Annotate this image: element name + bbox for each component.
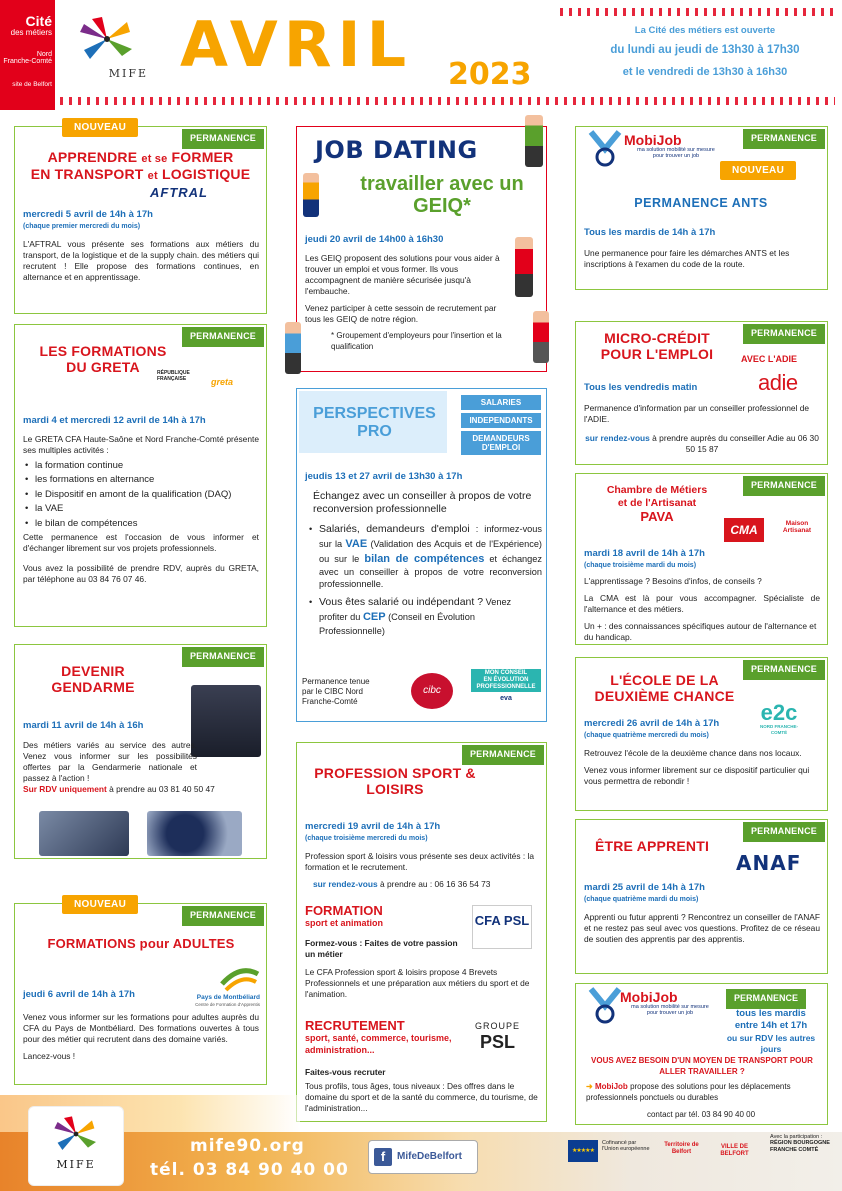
card-body — [305, 471, 542, 639]
event-date: Tous les vendredis matin — [584, 382, 698, 393]
event-date: mardi 25 avril de 14h à 17h — [584, 882, 705, 893]
transport-question: VOUS AVEZ BESOIN D'UN MOYEN DE TRANSPORT POUR ALLER TRAVAILLER ? — [591, 1056, 813, 1076]
opening-hours — [585, 22, 825, 83]
section-title: RECRUTEMENT — [305, 1018, 405, 1033]
groupe-psl-logo — [475, 1021, 520, 1051]
list-item — [319, 523, 542, 590]
list-item: • la formation continue — [35, 460, 259, 473]
hours-weekdays: du lundi au jeudi de 13h30 à 17h30 — [610, 44, 800, 57]
list-item: • les formations en alternance — [35, 474, 259, 487]
event-date: mardi 11 avril de 14h à 16h — [23, 720, 144, 731]
footer-line: Franche-Comté — [302, 697, 358, 706]
cma-logo: CMA — [724, 518, 764, 542]
person-illustration — [515, 237, 533, 297]
mobijob-icon — [588, 986, 623, 1026]
schedule-line: ou sur RDV les autres jours — [726, 1032, 816, 1054]
card-body — [584, 382, 820, 459]
text-part: et échangez avec un conseiller à propos de votre reconversion professionnelle. — [319, 553, 542, 590]
card-greta — [14, 324, 267, 627]
gendarmes-action-photo — [39, 811, 129, 856]
event-description: L'AFTRAL vous présente ses formations aux métiers du transport, de la logistique et de la supply chain. des métiers qui recrutent ! Elle propose des formations continues, en alternance et en apprentissage. — [23, 238, 259, 283]
perspectives-list — [319, 523, 542, 637]
card-title: FORMATIONS pour ADULTES — [47, 936, 235, 951]
list-item: • le bilan de compétences — [35, 518, 259, 531]
rdv-label: sur rendez-vous — [313, 878, 378, 889]
title-part: EN TRANSPORT — [30, 165, 144, 182]
badge-permanence: PERMANENCE — [182, 647, 264, 667]
title-line: LES FORMATIONS — [39, 343, 167, 359]
badge-permanence: PERMANENCE — [182, 129, 264, 149]
decorative-people-row — [60, 97, 835, 105]
person-illustration — [303, 173, 319, 217]
person-illustration — [285, 322, 301, 374]
event-date: jeudi 6 avril de 14h à 17h — [23, 989, 135, 1000]
title-line: PAVA — [640, 509, 674, 525]
event-rdv — [23, 784, 259, 795]
badge-permanence: PERMANENCE — [462, 745, 544, 765]
anaf-logo: ANAF — [736, 851, 802, 875]
title-line: MICRO-CRÉDIT — [604, 330, 710, 346]
footer-line: Permanence tenue — [302, 677, 370, 686]
event-question: L'apprentissage ? Besoins d'infos, de conseils ? — [584, 575, 762, 586]
title-part: et se — [141, 153, 168, 165]
eva-logo: eva — [500, 694, 512, 702]
year-title: 2023 — [448, 57, 532, 92]
cibc-logo: cibc — [411, 673, 453, 709]
card-cma-pava — [575, 473, 828, 645]
recrutement-tagline: Faites-vous recruter — [305, 1067, 386, 1077]
card-title — [23, 663, 163, 695]
title-line: DU GRETA — [66, 359, 140, 376]
card-body — [584, 227, 820, 274]
aftral-logo: AFTRAL — [150, 185, 208, 200]
mife-logo-text: MIFE — [56, 1158, 96, 1172]
card-body — [23, 209, 259, 287]
event-description: Des métiers variés au service des autres. Venez vous informer sur les possibilités offertes par la Gendarmerie nationale et passez à l'action ! — [23, 740, 197, 784]
event-date: mardi 18 avril de 14h à 17h — [584, 548, 705, 559]
event-plus: Un + : des connaissances spécifiques autour de l'alternance et du handicap. — [584, 621, 817, 643]
event-rdv — [305, 879, 541, 890]
card-body — [23, 415, 259, 589]
card-etre-apprenti — [575, 819, 828, 974]
permanence-footer — [302, 677, 370, 707]
list-item: • le Dispositif en amont de la qualification (DAQ) — [35, 489, 259, 502]
list-item — [319, 596, 542, 637]
greta-logo: greta — [211, 377, 234, 387]
cite-des-metiers-box — [0, 0, 55, 110]
job-dating-title: JOB DATING — [315, 136, 478, 164]
title-line: GENDARME — [51, 679, 135, 696]
republique-francaise-logo — [157, 371, 190, 382]
decorative-people-row-top — [560, 8, 835, 16]
badge-permanence: PERMANENCE — [743, 660, 825, 680]
formation-section — [305, 904, 465, 966]
logo-line: EN ÉVOLUTION — [483, 676, 529, 683]
title-line: DEUXIÈME CHANCE — [594, 688, 735, 705]
card-aftral — [14, 126, 267, 314]
logo-line: RÉGION BOURGOGNE FRANCHE COMTÉ — [770, 1140, 830, 1153]
person-illustration — [525, 115, 543, 167]
card-title: ÊTRE APPRENTI — [594, 838, 710, 854]
event-cta: Venez vous informer librement sur ce dispositif particulier qui vous permettra de rebondir ! — [584, 764, 810, 786]
card-title — [582, 484, 732, 525]
eu-cofinance-text: Cofinancé par l'Union européenne — [602, 1140, 650, 1153]
card-title: PERMANENCE ANTS — [634, 196, 768, 210]
badge-permanence: PERMANENCE — [182, 327, 264, 347]
card-micro-credit — [575, 321, 828, 465]
title-line: PERSPECTIVES — [313, 405, 436, 422]
event-date: jeudis 13 et 27 avril de 13h30 à 17h — [305, 471, 463, 482]
arrow-icon: ➜ — [586, 1082, 593, 1091]
event-description: Retrouvez l'école de la deuxième chance dans nos locaux. — [584, 747, 802, 758]
event-note: (chaque troisième mardi du mois) — [584, 561, 697, 569]
text-part: : informez-vous sur la — [319, 524, 542, 550]
facebook-icon: f — [374, 1148, 392, 1166]
card-title — [582, 672, 747, 704]
card-title: PROFESSION SPORT & LOISIRS — [314, 765, 476, 798]
mobijob-logo-text: MobiJob — [624, 132, 682, 148]
logo-line: Avec la participation : — [770, 1134, 823, 1140]
text-part: Venez profiter du — [319, 597, 512, 623]
logo-text: FRANÇAISE — [157, 375, 187, 382]
mobijob-logo-subtext: ma solution mobilité sur mesure pour trouver un job — [637, 147, 715, 160]
title-part: APPRENDRE — [47, 149, 138, 165]
rdv-text: à prendre au : 06 16 36 54 73 — [380, 878, 491, 889]
logo-subtext: Centre de Formation d'Apprentis — [195, 1001, 260, 1007]
maison-artisanat-logo: Maison Artisanat — [782, 520, 812, 535]
title-line: L'ÉCOLE DE LA — [610, 672, 719, 688]
footer-phone: tél. 03 84 90 40 00 — [150, 1160, 349, 1180]
event-date: mardi 4 et mercredi 12 avril de 14h à 17h — [23, 415, 206, 426]
logo-text: CFA PSL — [474, 913, 530, 928]
hours-friday: et le vendredi de 13h30 à 16h30 — [622, 65, 788, 78]
recrutement-body — [305, 1067, 540, 1114]
card-mobijob-transport — [575, 983, 828, 1125]
card-formations-adultes — [14, 903, 267, 1085]
card-profession-sport — [296, 742, 547, 1122]
activity-list — [35, 460, 259, 531]
description-text: propose des solutions pour les déplacements professionnels ponctuels ou durables — [586, 1082, 791, 1102]
facebook-label: MifeDeBelfort — [397, 1151, 463, 1163]
card-body — [23, 989, 259, 1066]
event-cta: Venez participer à cette sessoin de recrutement par tous les GEIQ de notre région. — [305, 302, 497, 324]
event-description: La CMA est là pour vous accompagner. Spécialiste de l'alternance et des métiers. — [584, 592, 820, 614]
event-note: (chaque premier mercredi du mois) — [23, 222, 141, 230]
tag-demandeurs: DEMANDEURS D'EMPLOI — [461, 431, 541, 455]
mobijob-logo-icon — [588, 986, 623, 1026]
card-body — [584, 718, 820, 791]
hours-intro: La Cité des métiers est ouverte — [634, 25, 776, 36]
badge-permanence: PERMANENCE — [182, 906, 264, 926]
job-dating-subtitle: travailler avec un GEIQ* — [360, 173, 524, 217]
card-body — [584, 882, 820, 949]
logo-text: RÉPUBLIQUE — [157, 370, 190, 376]
pays-montbeliard-icon — [220, 964, 260, 992]
tag-salaries: SALARIES — [461, 395, 541, 410]
event-note: (chaque quatrième mercredi du mois) — [584, 731, 709, 739]
territoire-belfort-logo: Territoire de Belfort — [664, 1142, 699, 1155]
title-line: et de l'Artisanat — [617, 496, 697, 509]
rdv-label: Sur RDV uniquement — [23, 784, 107, 795]
title-part: et — [147, 169, 158, 182]
event-date: jeudi 20 avril de 14h00 à 16h30 — [305, 234, 444, 245]
event-description: Une permanence pour faire les démarches ANTS et les inscriptions à l'examen du code de la route. — [584, 247, 790, 269]
bilan-highlight: bilan de compétences — [364, 552, 485, 565]
cfa-psl-logo — [472, 905, 532, 949]
footer-website[interactable]: mife90.org — [190, 1136, 305, 1156]
event-footnote: * Groupement d'employeurs pour l'insertion et la qualification — [331, 331, 502, 351]
event-note: (chaque quatrième mardi du mois) — [584, 895, 699, 903]
cite-region-2: Franche-Comté — [3, 58, 52, 66]
mobijob-description — [586, 1082, 818, 1103]
text-part: Vous êtes salarié ou indépendant ? — [319, 596, 484, 609]
badge-new: NOUVEAU — [720, 161, 796, 180]
logo-text: Pays de Montbéliard — [196, 994, 260, 1002]
cite-title: Cité — [25, 13, 52, 29]
recrutement-description: Tous profils, tous âges, tous niveaux : Des offres dans le domaine du sport et de la santé du commerce, du tourisme, de l'administration... — [305, 1081, 538, 1114]
card-title — [23, 149, 258, 182]
event-description: Cette permanence est l'occasion de vous informer et d'échanger librement sur vos projets professionnels. — [23, 532, 259, 554]
event-date: mercredi 19 avril de 14h à 17h — [305, 821, 441, 832]
rdv-text: à prendre auprès du conseiller Adie au 06 30 50 15 87 — [652, 432, 819, 454]
schedule — [716, 1008, 826, 1055]
badge-permanence: PERMANENCE — [743, 476, 825, 496]
footer-line: par le CIBC Nord — [302, 687, 363, 696]
list-item: • la VAE — [35, 503, 259, 516]
event-description: Permanence d'information par un conseiller professionnel de l'ADIE. — [584, 402, 810, 424]
with-adie-label: AVEC L'ADIE — [741, 354, 797, 364]
mife-logo — [62, 14, 152, 82]
text-part: (Validation des Acquis et de l'Expérience) ou sur le — [319, 539, 542, 564]
mife-pinwheel-icon — [48, 1113, 104, 1155]
event-note: (chaque troisième mercredi du mois) — [305, 834, 428, 842]
adie-logo: adie — [758, 370, 798, 395]
card-body — [584, 548, 820, 647]
title-line: Chambre de Métiers — [606, 484, 708, 496]
footer — [0, 1132, 842, 1191]
logo-text: e2c — [760, 700, 798, 725]
mife-logo-text: MIFE — [108, 67, 148, 81]
mobijob-icon — [588, 129, 623, 169]
facebook-link[interactable] — [368, 1140, 478, 1174]
badge-new: NOUVEAU — [62, 118, 138, 137]
card-perspectives-pro — [296, 388, 547, 722]
logo-text — [471, 669, 541, 692]
card-title — [582, 330, 732, 362]
card-gendarme — [14, 644, 267, 859]
event-description: Profession sport & loisirs vous présente ses deux activités : la formation et le recrutement. — [305, 850, 535, 872]
person-illustration — [533, 311, 549, 363]
event-description: Apprenti ou futur apprenti ? Rencontrez un conseiller de l'ANAF et ne restez pas seul avec vos questions. Profitez de ce réseau de soutien des apprentis par des apprentis. — [584, 911, 820, 944]
title-line: DEVENIR — [61, 663, 125, 679]
event-intro: Le GRETA CFA Haute-Saône et Nord Franche-Comté présente ses multiples activités : — [23, 433, 259, 455]
card-e2c — [575, 657, 828, 811]
badge-permanence: PERMANENCE — [743, 324, 825, 344]
logo-text: PSL — [480, 1031, 516, 1052]
formation-description: Le CFA Profession sport & loisirs propose 4 Brevets Professionnels et une préparation aux métiers du sport et de l'animation. — [305, 967, 530, 1000]
month-title: AVRIL — [180, 8, 413, 81]
badge-new: NOUVEAU — [62, 895, 138, 914]
mife-footer-logo — [28, 1106, 124, 1186]
section-subtitle: sport et animation — [305, 917, 384, 928]
event-rdv — [584, 433, 820, 455]
rdv-label: sur rendez-vous — [585, 432, 650, 443]
schedule-line: tous les mardis — [736, 1008, 806, 1019]
rdv-text: à prendre au 03 81 40 50 47 — [109, 784, 215, 795]
eu-flag-icon: ★★★★★ — [568, 1140, 598, 1162]
card-body-text — [23, 740, 259, 799]
schedule-line: entre 14h et 17h — [734, 1020, 808, 1032]
title-line: POUR L'EMPLOI — [600, 346, 714, 363]
tag-independants: INDEPENDANTS — [461, 413, 541, 428]
logo-subtext: NORD FRANCHE-COMTÉ — [760, 724, 798, 735]
card-title — [307, 405, 442, 442]
mon-conseil-logo — [471, 669, 541, 703]
logo-line: PROFESSIONNELLE — [476, 683, 536, 690]
logo-line: MON CONSEIL — [484, 670, 528, 676]
mobijob-logo-text: MobiJob — [620, 989, 678, 1005]
mobijob-logo-subtext: ma solution mobilité sur mesure pour trouver un job — [631, 1004, 709, 1017]
event-contact: Vous avez la possibilité de prendre RDV, auprès du GRETA, par téléphone au 03 84 76 07 46. — [23, 562, 259, 584]
badge-permanence: PERMANENCE — [743, 822, 825, 842]
section-title: FORMATION — [305, 903, 383, 918]
badge-permanence: PERMANENCE — [743, 129, 825, 149]
cite-subtitle: des métiers — [10, 28, 52, 37]
mobijob-logo-icon — [588, 129, 623, 169]
contact: contact par tél. 03 84 90 40 00 — [646, 1110, 756, 1119]
title-part: LOGISTIQUE — [161, 165, 251, 182]
mife-pinwheel-icon — [72, 14, 142, 64]
event-description: Les GEIQ proposent des solutions pour vous aider à trouver un emploi et vous former. Ils vous accompagnent de manière sécurisée jusqu'à l'embauche. — [305, 252, 500, 296]
card-body — [305, 821, 541, 894]
section-subtitle: sport, santé, commerce, tourisme, administration... — [305, 1032, 452, 1055]
card-job-dating — [296, 126, 547, 372]
text-part: (Conseil en Évolution Professionnelle) — [319, 612, 475, 636]
event-cta: Lancez-vous ! — [23, 1050, 76, 1061]
formation-description-wrap — [305, 967, 530, 1000]
card-body — [305, 234, 510, 356]
region-bfc-logo — [770, 1134, 832, 1153]
recrutement-section — [305, 1019, 465, 1064]
badge-permanence: PERMANENCE — [726, 989, 806, 1009]
event-description: Venez vous informer sur les formations pour adultes auprès du CFA du Pays de Montbéliard. Des formations ouvertes à tous pour des métier qui recrutent dans des domaine variés. — [23, 1011, 259, 1044]
event-date: mercredi 26 avril de 14h à 17h — [584, 718, 720, 729]
card-body — [23, 720, 193, 739]
title-line: PRO — [357, 423, 392, 441]
ville-belfort-logo: VILLE DE BELFORT — [720, 1144, 749, 1157]
text-part: Salariés, demandeurs d'emploi — [319, 523, 470, 536]
event-intro: Échangez avec un conseiller à propos de votre reconversion professionnelle — [313, 489, 532, 516]
title-part: FORMER — [171, 149, 234, 165]
brand-text: MobiJob — [594, 1082, 628, 1091]
card-mobijob-ants — [575, 126, 828, 290]
gendarmerie-badge-photo — [147, 811, 242, 856]
cite-site: site de Belfort — [12, 80, 52, 88]
formation-tagline: Formez-vous : Faites de votre passion un métier — [305, 937, 458, 959]
cep-highlight: CEP — [362, 611, 386, 624]
event-date: mercredi 5 avril de 14h à 17h — [23, 209, 153, 220]
logo-text: GROUPE — [475, 1021, 521, 1031]
vae-highlight: VAE — [345, 538, 368, 551]
cite-region-1: Nord — [36, 50, 52, 58]
event-date: Tous les mardis de 14h à 17h — [584, 227, 716, 238]
